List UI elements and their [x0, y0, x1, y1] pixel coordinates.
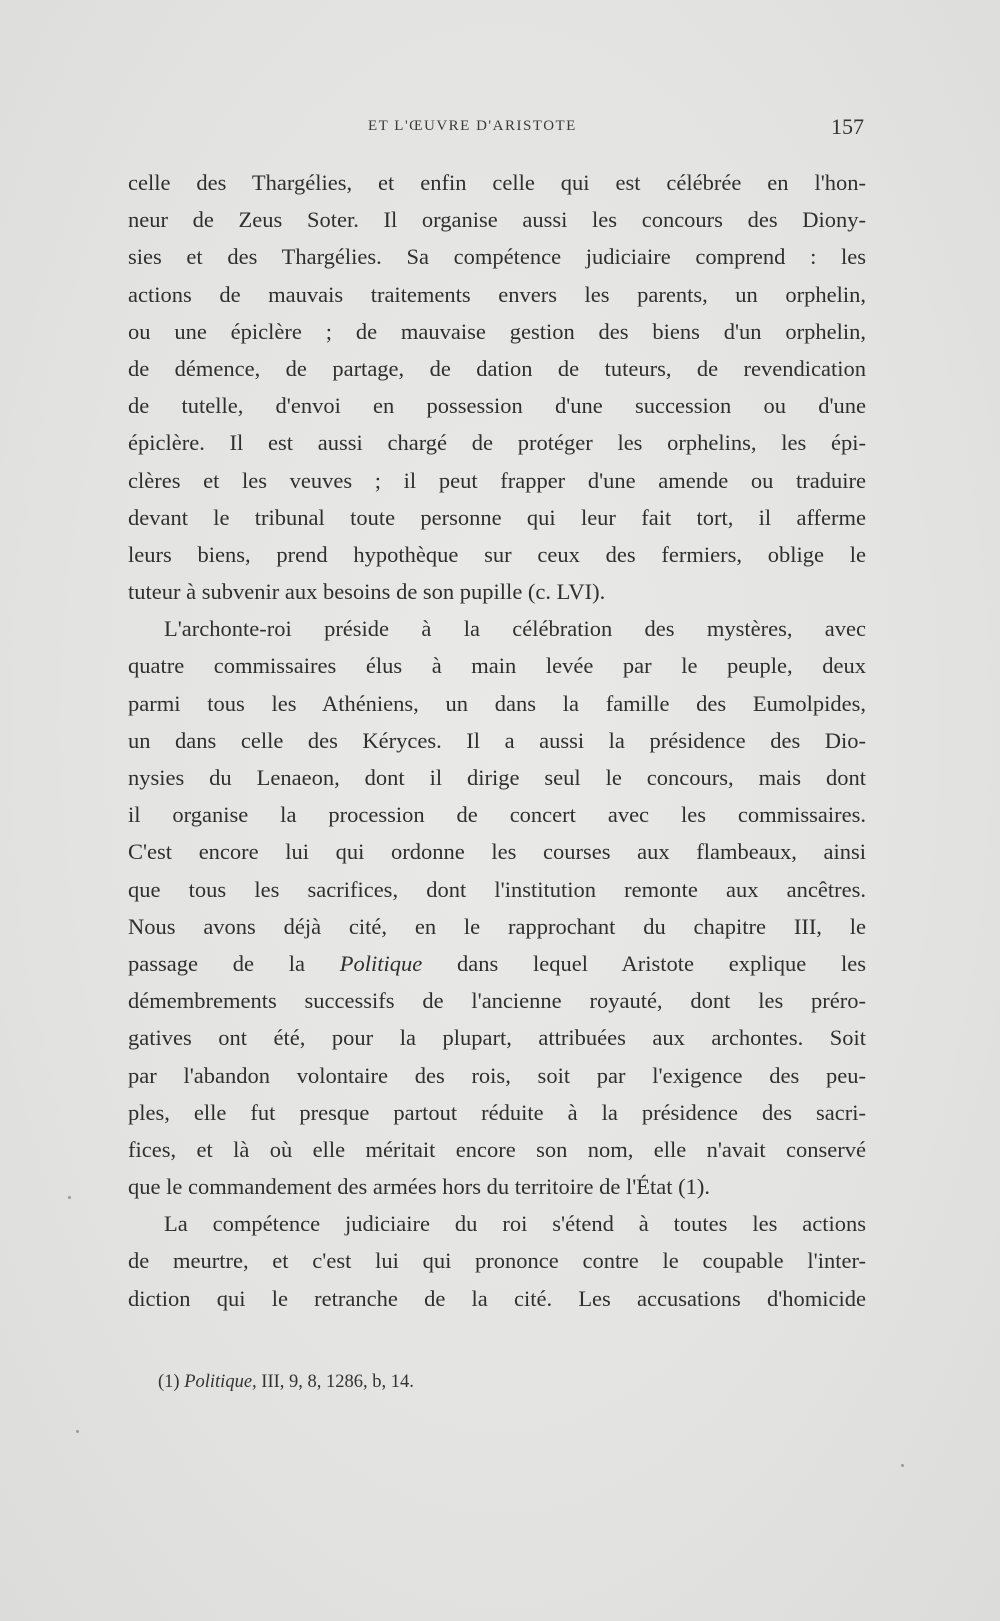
text-line: de tutelle, d'envoi en possession d'une succession ou d'une	[128, 393, 866, 419]
text-line: ples, elle fut presque partout réduite à la présidence des sacri-	[128, 1099, 866, 1125]
paragraph-1	[128, 164, 866, 610]
paragraph-3	[128, 1205, 866, 1317]
text-line: par l'abandon volontaire des rois, soit par l'exigence des peu-	[128, 1062, 866, 1088]
text-line: sies et des Thargélies. Sa compétence judiciaire comprend : les	[128, 244, 866, 270]
text-line: fices, et là où elle méritait encore son nom, elle n'avait conservé	[128, 1136, 866, 1162]
text-line: parmi tous les Athéniens, un dans la famille des Eumolpides,	[128, 690, 866, 716]
paper-speck	[901, 1464, 904, 1467]
text-line: démembrements successifs de l'ancienne royauté, dont les préro-	[128, 988, 866, 1014]
page-header	[128, 114, 868, 144]
book-title: Politique	[339, 950, 423, 976]
text-line: devant le tribunal toute personne qui leur fait tort, il afferme	[128, 504, 866, 530]
paper-speck	[68, 1196, 71, 1199]
footnote	[158, 1372, 414, 1393]
text-line: C'est encore lui qui ordonne les courses aux flambeaux, ainsi	[128, 839, 866, 865]
text-line: celle des Thargélies, et enfin celle qui est célébrée en l'hon-	[128, 170, 866, 195]
text-line: que le commandement des armées hors du territoire de l'État (1).	[128, 1174, 710, 1200]
text-line: épiclère. Il est aussi chargé de protéger les orphelins, les épi-	[128, 430, 866, 456]
text-line: gatives ont été, pour la plupart, attribuées aux archontes. Soit	[128, 1025, 866, 1051]
text-line: L'archonte-roi préside à la célébration des mystères, avec	[164, 616, 866, 642]
text-segment: passage de la	[128, 950, 340, 976]
running-title: ET L'ŒUVRE D'ARISTOTE	[368, 118, 577, 134]
text-line: tuteur à subvenir aux besoins de son pupille (c. LVI).	[128, 579, 606, 605]
text-line: un dans celle des Kéryces. Il a aussi la présidence des Dio-	[128, 727, 866, 753]
text-line: que tous les sacrifices, dont l'institution remonte aux ancêtres.	[128, 876, 866, 902]
text-segment: dans lequel Aristote explique les	[422, 950, 867, 976]
text-line: neur de Zeus Soter. Il organise aussi les concours des Diony-	[128, 207, 866, 233]
footnote-marker: (1)	[158, 1372, 185, 1392]
footnote-reference: III, 9, 8, 1286, b, 14.	[256, 1372, 414, 1392]
text-line-with-italic	[128, 945, 866, 982]
text-line: La compétence judiciaire du roi s'étend à toutes les actions	[164, 1211, 866, 1237]
text-line: il organise la procession de concert avec les commissaires.	[128, 802, 866, 828]
footnote-title: Politique,	[184, 1372, 257, 1392]
text-line: diction qui le retranche de la cité. Les accusations d'homicide	[128, 1285, 866, 1311]
text-line: actions de mauvais traitements envers les parents, un orphelin,	[128, 281, 866, 307]
text-line: de meurtre, et c'est lui qui prononce contre le coupable l'inter-	[128, 1248, 866, 1274]
body-text	[128, 164, 866, 1317]
page-number: 157	[831, 114, 864, 139]
text-line: clères et les veuves ; il peut frapper d'une amende ou traduire	[128, 467, 866, 493]
paragraph-2	[128, 610, 866, 1205]
text-line: leurs biens, prend hypothèque sur ceux des fermiers, oblige le	[128, 541, 866, 567]
paper-speck	[76, 1430, 79, 1433]
text-line: Nous avons déjà cité, en le rapprochant du chapitre III, le	[128, 913, 866, 939]
text-line: quatre commissaires élus à main levée par le peuple, deux	[128, 653, 866, 679]
text-line: ou une épiclère ; de mauvaise gestion des biens d'un orphelin,	[128, 318, 866, 344]
text-line: nysies du Lenaeon, dont il dirige seul le concours, mais dont	[128, 765, 866, 790]
text-line: de démence, de partage, de dation de tuteurs, de revendication	[128, 355, 866, 381]
